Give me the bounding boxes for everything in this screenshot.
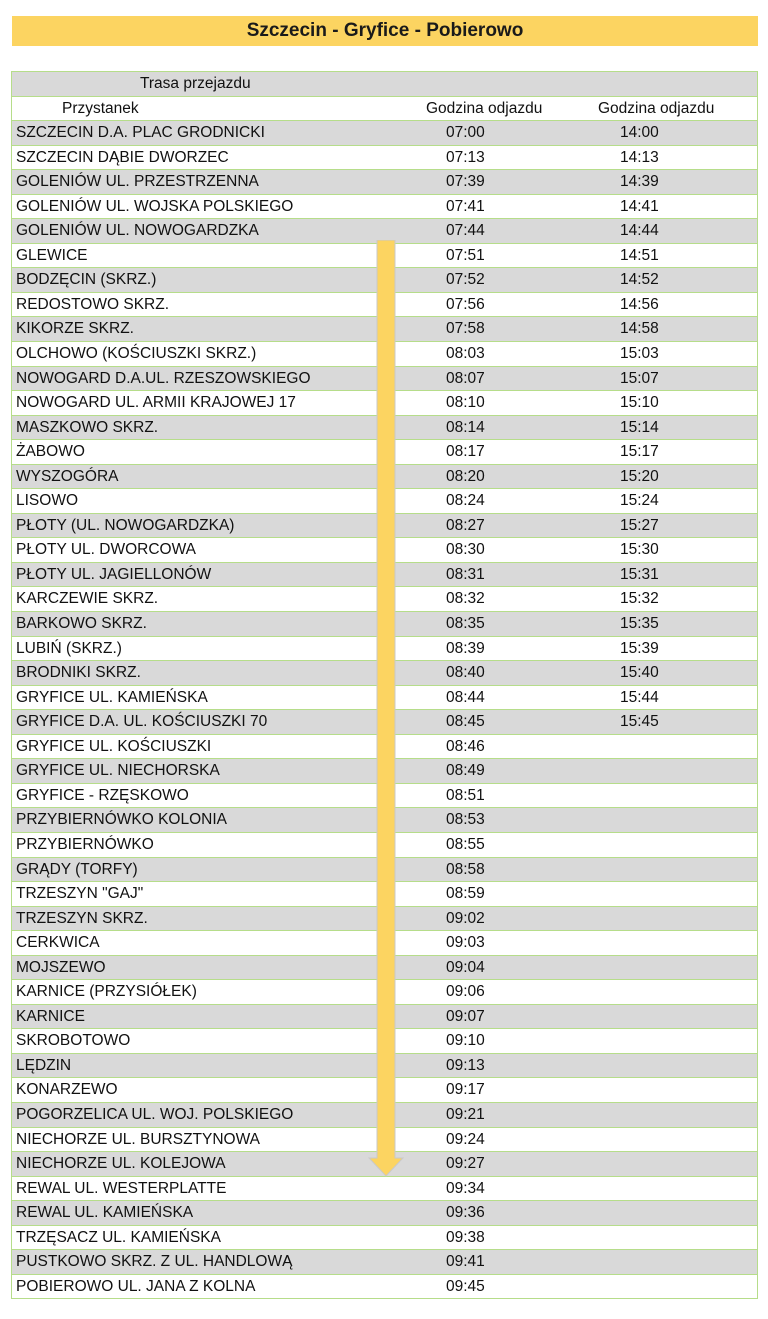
stop-name: LISOWO bbox=[16, 492, 79, 510]
stop-name: BRODNIKI SKRZ. bbox=[16, 664, 141, 682]
departure-time-1: 07:51 bbox=[446, 246, 485, 264]
stop-name: GRYFICE D.A. UL. KOŚCIUSZKI 70 bbox=[16, 713, 268, 731]
departure-time-1: 07:41 bbox=[446, 197, 485, 215]
header-row-route bbox=[12, 71, 757, 96]
stop-name: NIECHORZE UL. BURSZTYNOWA bbox=[16, 1130, 260, 1148]
departure-time-1: 08:03 bbox=[446, 345, 485, 363]
stop-name: GOLENIÓW UL. NOWOGARDZKA bbox=[16, 222, 259, 240]
header-row-columns bbox=[12, 96, 757, 121]
departure-time-1: 09:17 bbox=[446, 1081, 485, 1099]
departure-time-1: 08:17 bbox=[446, 443, 485, 461]
departure-time-2: 14:13 bbox=[620, 148, 659, 166]
departure-time-1: 09:38 bbox=[446, 1228, 485, 1246]
departure-time-1: 08:30 bbox=[446, 541, 485, 559]
stop-column-header: Przystanek bbox=[62, 99, 139, 117]
departure-time-2: 14:00 bbox=[620, 124, 659, 142]
stop-name: PŁOTY UL. DWORCOWA bbox=[16, 541, 196, 559]
departure-time-1: 08:10 bbox=[446, 394, 485, 412]
stop-name: SKROBOTOWO bbox=[16, 1032, 131, 1050]
departure-time-1: 07:39 bbox=[446, 173, 485, 191]
departure-column-header-1: Godzina odjazdu bbox=[426, 99, 543, 117]
stop-name: GRYFICE UL. KAMIEŃSKA bbox=[16, 688, 208, 706]
stop-name: NOWOGARD UL. ARMII KRAJOWEJ 17 bbox=[16, 394, 296, 412]
departure-time-1: 08:53 bbox=[446, 811, 485, 829]
stop-name: BARKOWO SKRZ. bbox=[16, 615, 147, 633]
stop-name: KARNICE bbox=[16, 1007, 85, 1025]
table-row bbox=[12, 145, 757, 170]
departure-time-2: 15:44 bbox=[620, 688, 659, 706]
departure-time-1: 07:56 bbox=[446, 295, 485, 313]
departure-time-1: 08:45 bbox=[446, 713, 485, 731]
departure-time-2: 14:58 bbox=[620, 320, 659, 338]
departure-time-1: 08:58 bbox=[446, 860, 485, 878]
departure-time-1: 08:51 bbox=[446, 786, 485, 804]
stop-name: PRZYBIERNÓWKO KOLONIA bbox=[16, 811, 228, 829]
departure-time-1: 07:13 bbox=[446, 148, 485, 166]
table-row bbox=[12, 1249, 757, 1274]
stop-name: KARNICE (PRZYSIÓŁEK) bbox=[16, 983, 197, 1001]
departure-time-1: 08:20 bbox=[446, 467, 485, 485]
stop-name: LUBIŃ (SKRZ.) bbox=[16, 639, 122, 657]
departure-time-2: 15:35 bbox=[620, 615, 659, 633]
departure-time-2: 14:56 bbox=[620, 295, 659, 313]
departure-time-1: 09:07 bbox=[446, 1007, 485, 1025]
departure-time-2: 15:27 bbox=[620, 516, 659, 534]
departure-time-2: 15:10 bbox=[620, 394, 659, 412]
stop-name: PŁOTY (UL. NOWOGARDZKA) bbox=[16, 516, 235, 534]
stop-name: MASZKOWO SKRZ. bbox=[16, 418, 159, 436]
departure-time-2: 14:39 bbox=[620, 173, 659, 191]
table-row bbox=[12, 120, 757, 145]
departure-time-2: 15:20 bbox=[620, 467, 659, 485]
departure-time-1: 08:44 bbox=[446, 688, 485, 706]
table-row bbox=[12, 194, 757, 219]
stop-name: GRĄDY (TORFY) bbox=[16, 860, 138, 878]
stop-name: GOLENIÓW UL. PRZESTRZENNA bbox=[16, 173, 259, 191]
departure-time-1: 08:46 bbox=[446, 737, 485, 755]
stop-name: KIKORZE SKRZ. bbox=[16, 320, 134, 338]
stop-name: REWAL UL. KAMIEŃSKA bbox=[16, 1204, 194, 1222]
stop-name: GRYFICE - RZĘSKOWO bbox=[16, 786, 189, 804]
stop-name: POBIEROWO UL. JANA Z KOLNA bbox=[16, 1277, 256, 1295]
departure-time-1: 08:14 bbox=[446, 418, 485, 436]
departure-time-1: 09:27 bbox=[446, 1155, 485, 1173]
stop-name: PRZYBIERNÓWKO bbox=[16, 835, 154, 853]
departure-time-2: 15:32 bbox=[620, 590, 659, 608]
stop-name: POGORZELICA UL. WOJ. POLSKIEGO bbox=[16, 1105, 294, 1123]
stop-name: PŁOTY UL. JAGIELLONÓW bbox=[16, 565, 212, 583]
departure-time-1: 08:32 bbox=[446, 590, 485, 608]
table-row bbox=[12, 1274, 757, 1299]
departure-time-1: 09:04 bbox=[446, 958, 485, 976]
departure-time-1: 09:34 bbox=[446, 1179, 485, 1197]
departure-time-2: 15:31 bbox=[620, 565, 659, 583]
stop-name: SZCZECIN D.A. PLAC GRODNICKI bbox=[16, 124, 265, 142]
departure-time-1: 07:00 bbox=[446, 124, 485, 142]
stop-name: BODZĘCIN (SKRZ.) bbox=[16, 271, 157, 289]
departure-column-header-2: Godzina odjazdu bbox=[598, 99, 715, 117]
departure-time-1: 09:45 bbox=[446, 1277, 485, 1295]
departure-time-2: 15:45 bbox=[620, 713, 659, 731]
departure-time-2: 15:07 bbox=[620, 369, 659, 387]
departure-time-1: 09:21 bbox=[446, 1105, 485, 1123]
departure-time-1: 09:24 bbox=[446, 1130, 485, 1148]
stop-name: TRZESZYN "GAJ" bbox=[16, 885, 144, 903]
stop-name: TRZĘSACZ UL. KAMIEŃSKA bbox=[16, 1228, 221, 1246]
departure-time-2: 14:44 bbox=[620, 222, 659, 240]
departure-time-1: 07:44 bbox=[446, 222, 485, 240]
departure-time-2: 14:41 bbox=[620, 197, 659, 215]
departure-time-1: 08:31 bbox=[446, 565, 485, 583]
departure-time-1: 08:35 bbox=[446, 615, 485, 633]
departure-time-2: 14:51 bbox=[620, 246, 659, 264]
departure-time-2: 15:17 bbox=[620, 443, 659, 461]
departure-time-1: 08:24 bbox=[446, 492, 485, 510]
departure-time-2: 15:40 bbox=[620, 664, 659, 682]
table-row bbox=[12, 1200, 757, 1225]
departure-time-1: 08:27 bbox=[446, 516, 485, 534]
stop-name: GLEWICE bbox=[16, 246, 88, 264]
departure-time-1: 08:07 bbox=[446, 369, 485, 387]
departure-time-2: 15:14 bbox=[620, 418, 659, 436]
departure-time-2: 15:39 bbox=[620, 639, 659, 657]
page-title: Szczecin - Gryfice - Pobierowo bbox=[12, 16, 758, 46]
stop-name: SZCZECIN DĄBIE DWORZEC bbox=[16, 148, 229, 166]
departure-time-1: 09:41 bbox=[446, 1253, 485, 1271]
departure-time-2: 15:03 bbox=[620, 345, 659, 363]
departure-time-1: 08:40 bbox=[446, 664, 485, 682]
stop-name: KARCZEWIE SKRZ. bbox=[16, 590, 159, 608]
departure-time-2: 14:52 bbox=[620, 271, 659, 289]
stop-name: GRYFICE UL. NIECHORSKA bbox=[16, 762, 220, 780]
departure-time-1: 08:49 bbox=[446, 762, 485, 780]
stop-name: REDOSTOWO SKRZ. bbox=[16, 295, 170, 313]
departure-time-1: 07:52 bbox=[446, 271, 485, 289]
departure-time-2: 15:24 bbox=[620, 492, 659, 510]
stop-name: GOLENIÓW UL. WOJSKA POLSKIEGO bbox=[16, 197, 294, 215]
route-header: Trasa przejazdu bbox=[140, 75, 251, 92]
stop-name: LĘDZIN bbox=[16, 1056, 72, 1074]
stop-name: MOJSZEWO bbox=[16, 958, 106, 976]
departure-time-2: 15:30 bbox=[620, 541, 659, 559]
departure-time-1: 07:58 bbox=[446, 320, 485, 338]
stop-name: REWAL UL. WESTERPLATTE bbox=[16, 1179, 227, 1197]
stop-name: TRZESZYN SKRZ. bbox=[16, 909, 148, 927]
route-direction-arrow-icon bbox=[368, 240, 404, 1178]
departure-time-1: 09:06 bbox=[446, 983, 485, 1001]
departure-time-1: 08:39 bbox=[446, 639, 485, 657]
stop-name: PUSTKOWO SKRZ. Z UL. HANDLOWĄ bbox=[16, 1253, 293, 1271]
table-row bbox=[12, 169, 757, 194]
stop-name: ŻABOWO bbox=[16, 443, 85, 461]
table-row bbox=[12, 1176, 757, 1201]
departure-time-1: 09:02 bbox=[446, 909, 485, 927]
table-row bbox=[12, 1225, 757, 1250]
stop-name: GRYFICE UL. KOŚCIUSZKI bbox=[16, 737, 212, 755]
stop-name: CERKWICA bbox=[16, 934, 100, 952]
departure-time-1: 09:03 bbox=[446, 934, 485, 952]
stop-name: KONARZEWO bbox=[16, 1081, 118, 1099]
departure-time-1: 09:10 bbox=[446, 1032, 485, 1050]
departure-time-1: 08:59 bbox=[446, 885, 485, 903]
stop-name: NOWOGARD D.A.UL. RZESZOWSKIEGO bbox=[16, 369, 311, 387]
stop-name: NIECHORZE UL. KOLEJOWA bbox=[16, 1155, 226, 1173]
departure-time-1: 09:36 bbox=[446, 1204, 485, 1222]
departure-time-1: 08:55 bbox=[446, 835, 485, 853]
stop-name: OLCHOWO (KOŚCIUSZKI SKRZ.) bbox=[16, 345, 257, 363]
stop-name: WYSZOGÓRA bbox=[16, 467, 119, 485]
departure-time-1: 09:13 bbox=[446, 1056, 485, 1074]
